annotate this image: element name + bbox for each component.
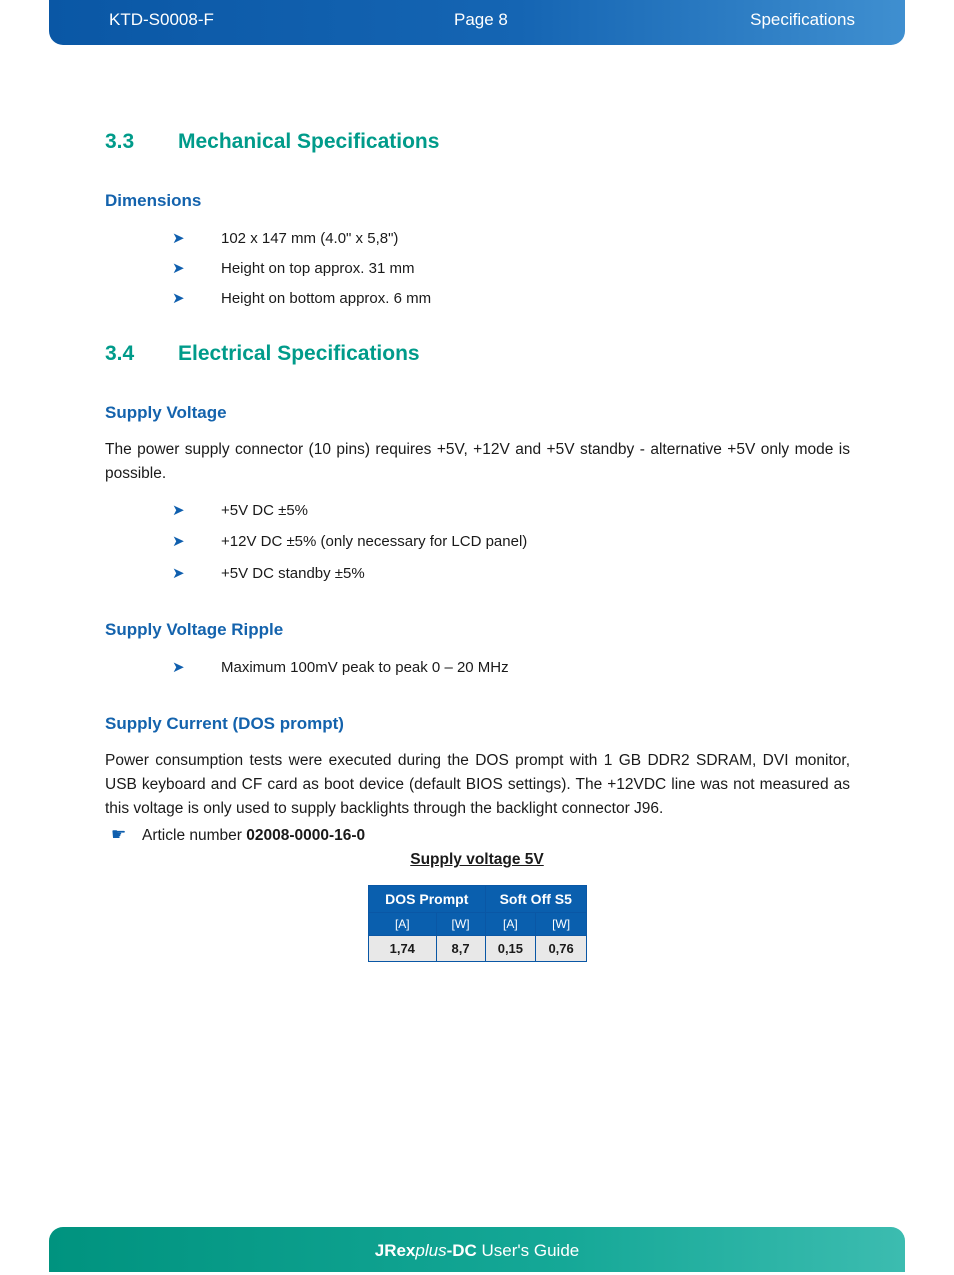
table-header-row bbox=[369, 886, 587, 913]
section-heading-electrical bbox=[105, 342, 420, 366]
list-item-text: Height on top approx. 31 mm bbox=[221, 260, 415, 277]
table-group-header: Soft Off S5 bbox=[485, 886, 586, 913]
section-number: 3.4 bbox=[105, 342, 135, 365]
article-label: Article number bbox=[142, 827, 247, 844]
arrow-bullet-icon: ➤ bbox=[172, 290, 185, 307]
list-item-text: Height on bottom approx. 6 mm bbox=[221, 290, 432, 307]
list-item bbox=[172, 289, 431, 307]
subheading-supply-current: Supply Current (DOS prompt) bbox=[105, 714, 344, 733]
page-header bbox=[49, 0, 905, 45]
arrow-bullet-icon: ➤ bbox=[172, 533, 185, 550]
subheading-supply-voltage: Supply Voltage bbox=[105, 403, 227, 422]
section-name: Specifications bbox=[750, 10, 855, 29]
section-number: 3.3 bbox=[105, 130, 135, 153]
table-unit-cell: [W] bbox=[536, 913, 587, 936]
pointing-hand-icon: ☛ bbox=[111, 825, 127, 844]
section-heading-mechanical bbox=[105, 130, 439, 154]
table-row bbox=[369, 936, 587, 962]
table-cell: 8,7 bbox=[436, 936, 485, 962]
guide-title: User's Guide bbox=[476, 1241, 580, 1260]
subheading-dimensions: Dimensions bbox=[105, 191, 202, 210]
list-item-text: +5V DC ±5% bbox=[221, 502, 309, 519]
page-number: Page 8 bbox=[454, 10, 508, 29]
page-footer bbox=[49, 1227, 905, 1272]
arrow-bullet-icon: ➤ bbox=[172, 502, 185, 519]
supply-voltage-paragraph: The power supply connector (10 pins) requires +5V, +12V and +5V standby - alternative +5V only mode is possible. bbox=[105, 441, 850, 482]
list-item bbox=[172, 229, 398, 247]
table-unit-row bbox=[369, 913, 587, 936]
arrow-bullet-icon: ➤ bbox=[172, 260, 185, 277]
arrow-bullet-icon: ➤ bbox=[172, 659, 185, 676]
table-unit-cell: [A] bbox=[369, 913, 437, 936]
list-item bbox=[172, 501, 308, 519]
arrow-bullet-icon: ➤ bbox=[172, 230, 185, 247]
supply-current-table bbox=[368, 885, 587, 962]
document-id: KTD-S0008-F bbox=[109, 10, 214, 29]
list-item-text: +5V DC standby ±5% bbox=[221, 565, 365, 582]
list-item bbox=[172, 259, 414, 277]
table-cell: 0,76 bbox=[536, 936, 587, 962]
table-group-header: DOS Prompt bbox=[369, 886, 486, 913]
section-title: Mechanical Specifications bbox=[178, 130, 440, 153]
product-suffix: -DC bbox=[446, 1241, 477, 1260]
product-name-italic: plus bbox=[415, 1241, 447, 1260]
list-item bbox=[172, 564, 365, 582]
list-item-text: 102 x 147 mm (4.0" x 5,8") bbox=[221, 230, 399, 247]
subheading-ripple: Supply Voltage Ripple bbox=[105, 620, 284, 639]
list-item bbox=[172, 658, 509, 676]
list-item bbox=[172, 532, 527, 550]
table-unit-cell: [A] bbox=[485, 913, 536, 936]
article-number: 02008-0000-16-0 bbox=[246, 827, 366, 844]
list-item-text: +12V DC ±5% (only necessary for LCD panel) bbox=[221, 533, 528, 550]
article-note bbox=[111, 825, 365, 845]
product-name: JRex bbox=[374, 1241, 416, 1260]
table-cell: 0,15 bbox=[485, 936, 536, 962]
list-item-text: Maximum 100mV peak to peak 0 – 20 MHz bbox=[221, 659, 509, 676]
table-unit-cell: [W] bbox=[436, 913, 485, 936]
supply-current-paragraph: Power consumption tests were executed during the DOS prompt with 1 GB DDR2 SDRAM, DVI monitor, USB keyboard and CF card as boot device (default BIOS settings). The +12VDC line was not measured as this voltage is only used to supply backlights through the backlight connector J96. bbox=[105, 752, 850, 817]
arrow-bullet-icon: ➤ bbox=[172, 565, 185, 582]
section-title: Electrical Specifications bbox=[178, 342, 420, 365]
table-cell: 1,74 bbox=[369, 936, 437, 962]
table-caption: Supply voltage 5V bbox=[410, 851, 544, 868]
